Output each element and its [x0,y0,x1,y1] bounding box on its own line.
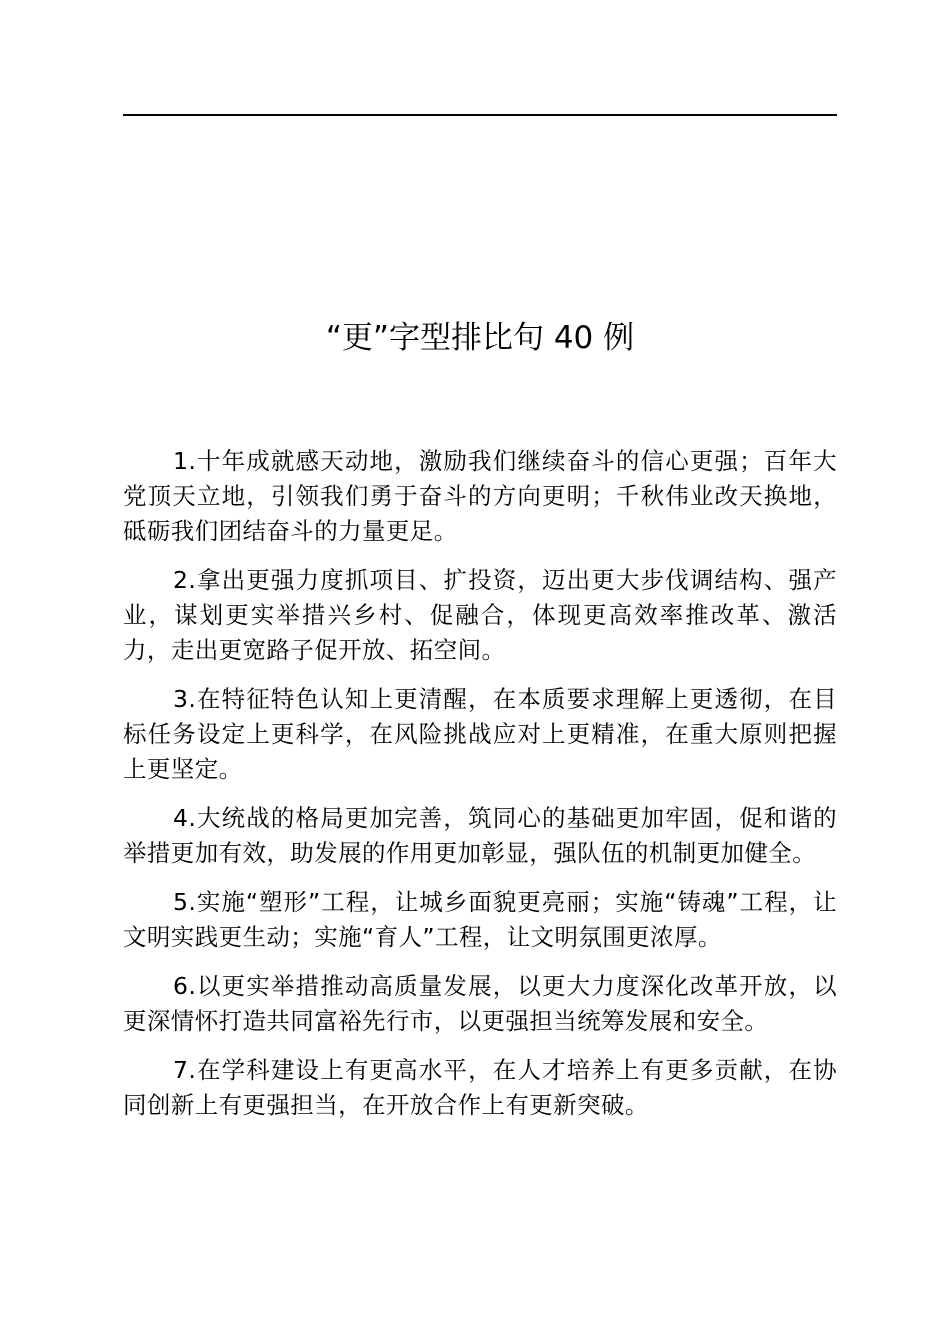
paragraph-6: 6.以更实举措推动高质量发展，以更大力度深化改革开放，以更深情怀打造共同富裕先行市，以更强担当统筹发展和安全。 [123,972,837,1035]
paragraph-3: 3.在特征特色认知上更清醒，在本质要求理解上更透彻，在目标任务设定上更科学，在风险挑战应对上更精准，在重大原则把握上更坚定。 [123,685,837,783]
paragraph-4: 4.大统战的格局更加完善，筑同心的基础更加牢固，促和谐的举措更加有效，助发展的作用更加彰显，强队伍的机制更加健全。 [123,804,837,867]
paragraph-2: 2.拿出更强力度抓项目、扩投资，迈出更大步伐调结构、强产业，谋划更实举措兴乡村、促融合，体现更高效率推改革、激活力，走出更宽路子促开放、拓空间。 [123,566,837,664]
header-rule [123,114,837,116]
document-title: “更”字型排比句 40 例 [325,320,635,356]
paragraph-5: 5.实施“塑形”工程，让城乡面貌更亮丽；实施“铸魂”工程，让文明实践更生动；实施“育人”工程，让文明氛围更浓厚。 [123,888,837,951]
document-body [123,444,837,1137]
paragraph-7: 7.在学科建设上有更高水平，在人才培养上有更多贡献，在协同创新上有更强担当，在开放合作上有更新突破。 [123,1056,837,1119]
paragraph-1: 1.十年成就感天动地，激励我们继续奋斗的信心更强；百年大党顶天立地，引领我们勇于奋斗的方向更明；千秋伟业改天换地，砥砺我们团结奋斗的力量更足。 [123,447,837,545]
